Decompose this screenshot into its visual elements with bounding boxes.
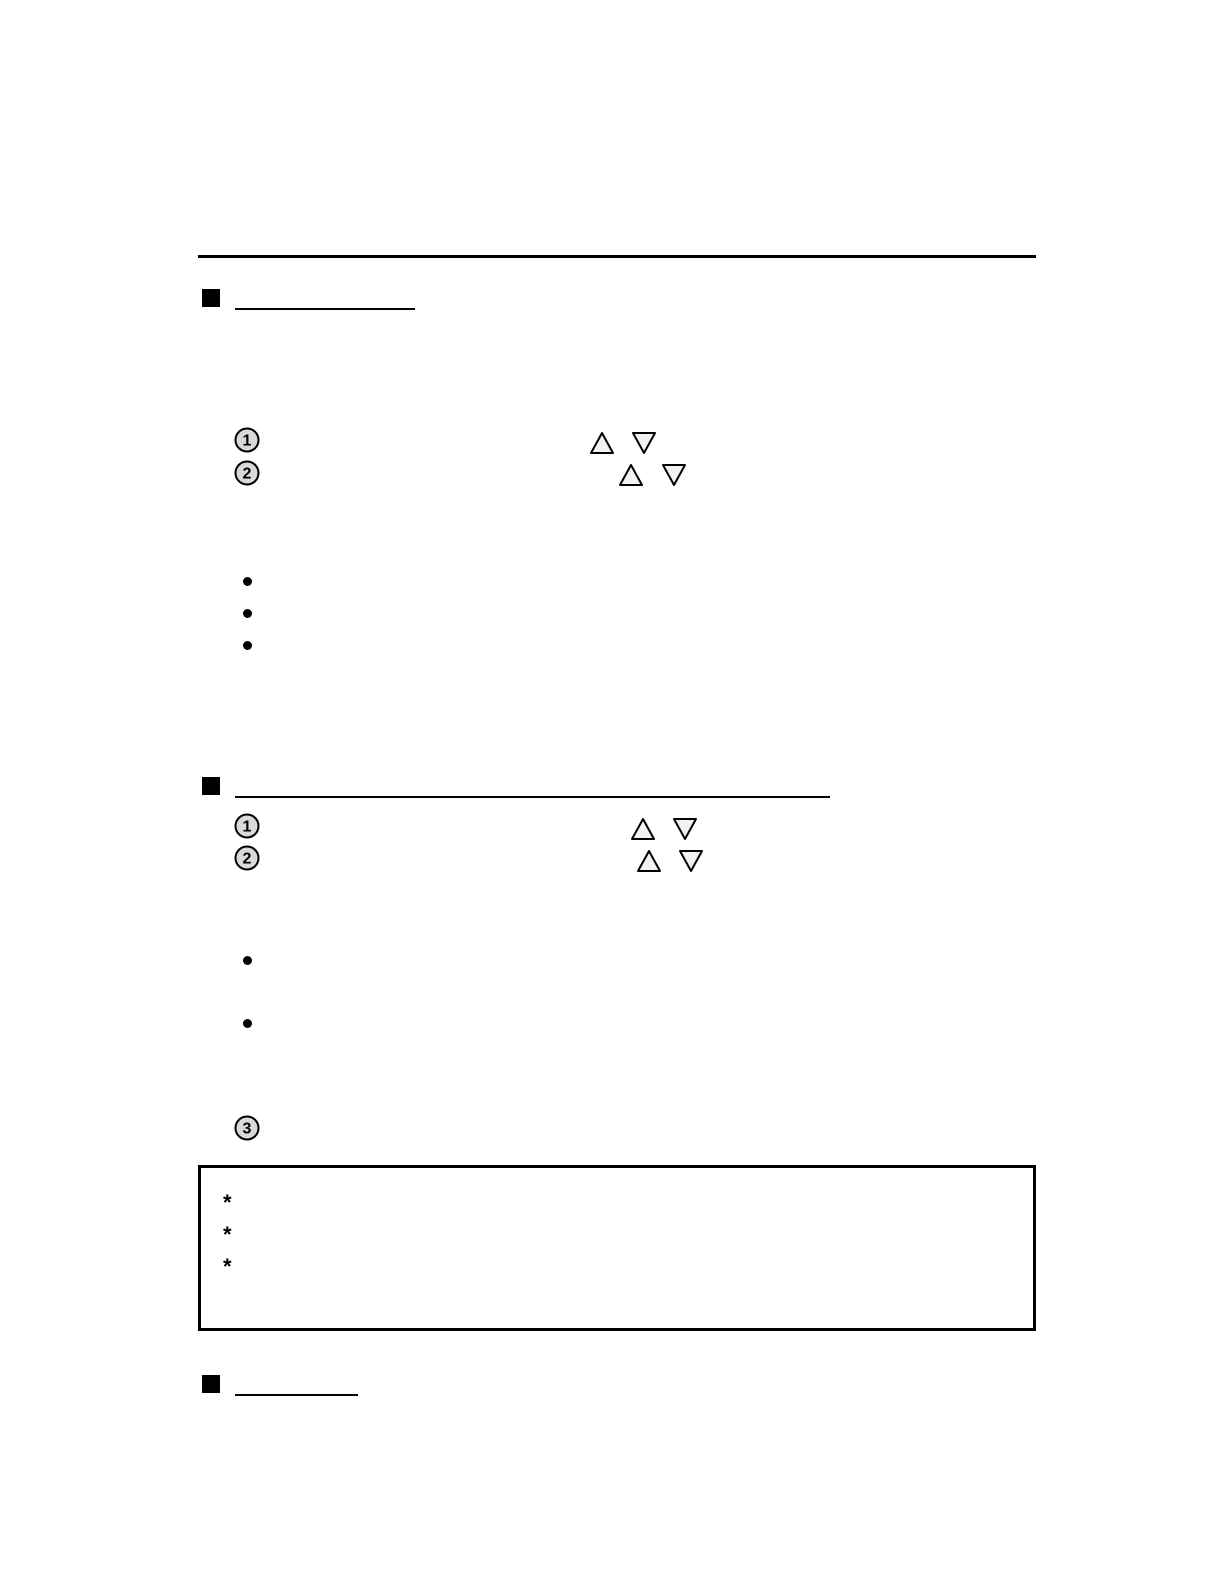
bullet-icon (243, 956, 252, 965)
section-2-heading-underline (235, 796, 830, 798)
step-number: 3 (242, 1120, 252, 1138)
bullet-icon (243, 1019, 252, 1028)
step-number: 2 (242, 850, 252, 868)
bullet-icon (243, 609, 252, 618)
bullet-icon (243, 641, 252, 650)
circled-number-icon (234, 1115, 260, 1141)
square-bullet-icon (202, 1375, 220, 1393)
up-triangle-icon (630, 817, 656, 841)
note-box (198, 1165, 1036, 1331)
asterisk-icon: * (223, 1190, 232, 1215)
up-triangle-icon (636, 849, 662, 873)
square-bullet-icon (202, 289, 220, 307)
step-number: 2 (242, 465, 252, 483)
section-3-heading-underline (235, 1394, 358, 1396)
step-number: 1 (242, 432, 252, 450)
down-triangle-icon (631, 431, 657, 455)
top-rule (198, 255, 1036, 258)
down-triangle-icon (678, 849, 704, 873)
circled-number-icon (234, 813, 260, 839)
down-triangle-icon (661, 463, 687, 487)
section-1-heading-underline (235, 308, 415, 310)
bullet-icon (243, 577, 252, 586)
step-number: 1 (242, 818, 252, 836)
square-bullet-icon (202, 777, 220, 795)
up-triangle-icon (618, 463, 644, 487)
circled-number-icon (234, 460, 260, 486)
up-triangle-icon (589, 431, 615, 455)
asterisk-icon: * (223, 1222, 232, 1247)
asterisk-icon: * (223, 1254, 232, 1279)
circled-number-icon (234, 845, 260, 871)
circled-number-icon (234, 427, 260, 453)
down-triangle-icon (672, 817, 698, 841)
